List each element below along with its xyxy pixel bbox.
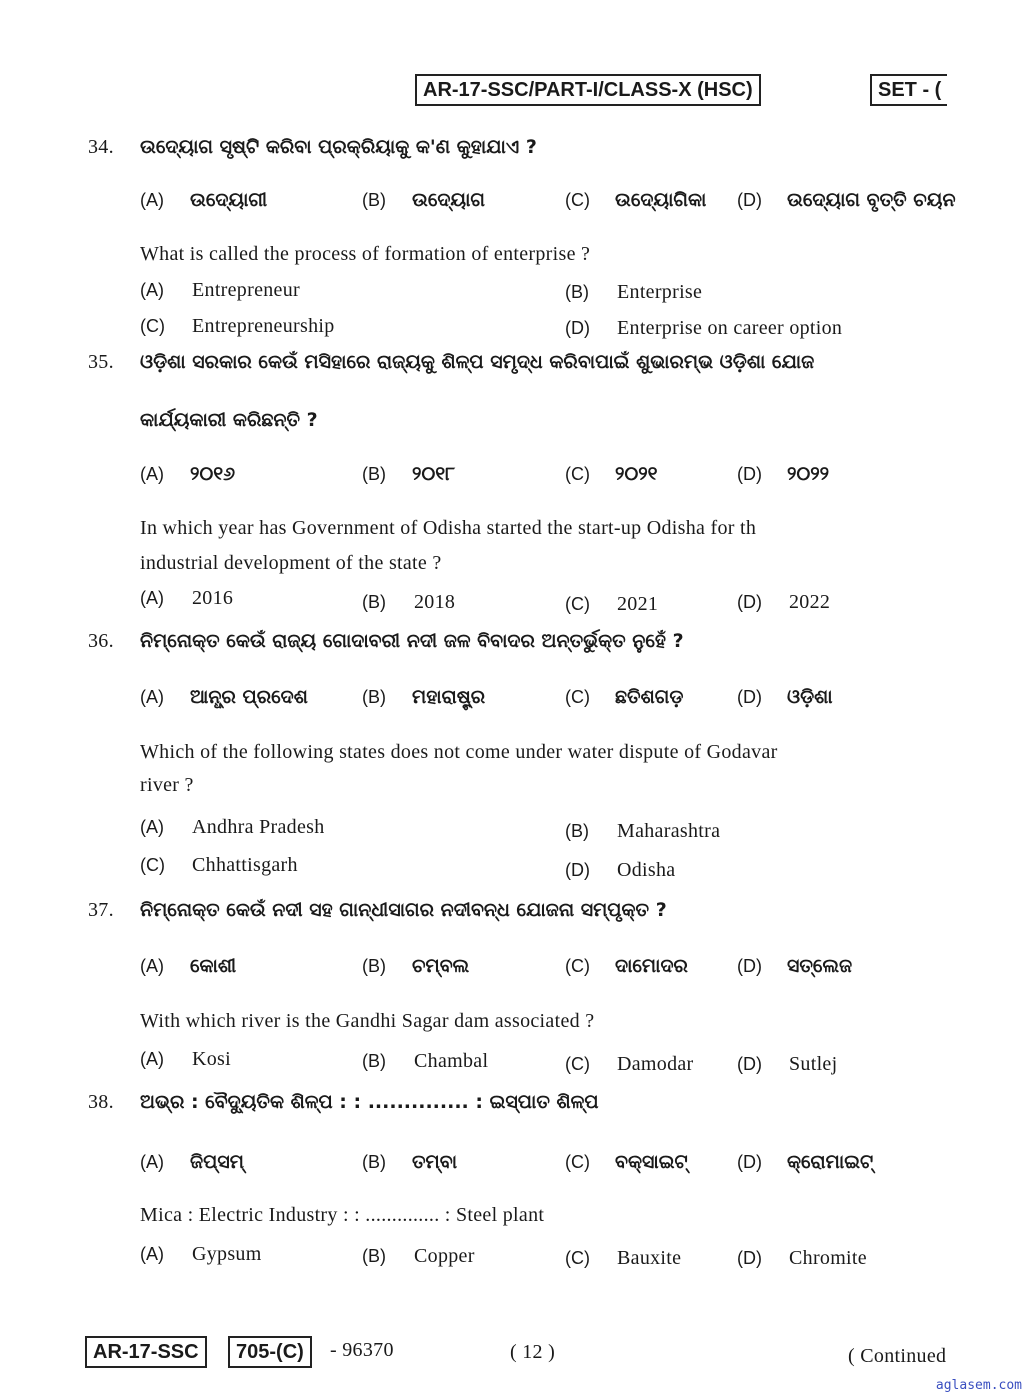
option-label: (A)	[140, 280, 164, 300]
option-label: (A)	[140, 687, 164, 707]
question-text-english: With which river is the Gandhi Sagar dam associated ?	[140, 1010, 595, 1032]
option-label: (B)	[362, 592, 386, 612]
question-text-english: In which year has Government of Odisha started the start-up Odisha for th	[140, 517, 757, 539]
footer-code: AR-17-SSC	[85, 1336, 207, 1368]
question-text-english: Which of the following states does not come under water dispute of Godavar	[140, 741, 778, 763]
option-label: (C)	[140, 855, 165, 875]
option-odia: ଉଦ୍ୟୋଗ	[412, 189, 486, 211]
option-label: (C)	[565, 190, 590, 210]
option-label: (A)	[140, 190, 164, 210]
option-label: (B)	[565, 282, 589, 302]
paper-code: AR-17-SSC/PART-I/CLASS-X (HSC)	[415, 74, 761, 106]
option-english: Odisha	[617, 859, 676, 881]
option-label: (D)	[737, 190, 762, 210]
option-label: (B)	[362, 956, 386, 976]
option-english: 2018	[414, 591, 456, 613]
option-label: (D)	[737, 592, 762, 612]
option-odia: ଉଦ୍ୟୋଗୀ	[190, 189, 268, 211]
option-label: (A)	[140, 1244, 164, 1264]
option-label: (D)	[737, 464, 762, 484]
set-label: SET - (	[870, 74, 947, 106]
option-label: (D)	[565, 860, 590, 880]
question-number: 38.	[88, 1091, 114, 1113]
option-english: Kosi	[192, 1048, 231, 1070]
option-label: (C)	[565, 1152, 590, 1172]
option-label: (C)	[565, 956, 590, 976]
option-odia: ଉଦ୍ୟୋଗ ବୃତ୍ତି ଚୟନ	[787, 189, 956, 211]
option-odia: କୋଶୀ	[190, 955, 237, 977]
site-watermark: aglasem.com	[935, 1378, 1022, 1393]
option-label: (A)	[140, 817, 164, 837]
option-label: (C)	[140, 316, 165, 336]
question-number: 34.	[88, 136, 114, 158]
question-text-english: What is called the process of formation of enterprise ?	[140, 243, 591, 265]
option-label: (C)	[565, 1054, 590, 1074]
option-odia: କ୍ରୋମାଇଟ୍	[787, 1151, 874, 1173]
option-odia: ୨୦୧୮	[412, 463, 456, 485]
option-english: Chhattisgarh	[192, 854, 298, 876]
question-text-odia: ଉଦ୍ୟୋଗ ସୃଷ୍ଟି କରିବା ପ୍ରକ୍ରିୟାକୁ କ'ଣ କୁହାଯାଏ ?	[140, 136, 537, 158]
option-english: 2022	[789, 591, 831, 613]
option-odia: ୨୦୨୨	[787, 463, 830, 485]
option-english: Gypsum	[192, 1243, 262, 1265]
option-label: (C)	[565, 1248, 590, 1268]
option-english: Enterprise	[617, 281, 703, 303]
question-text-english-line2: river ?	[140, 774, 194, 796]
option-english: Andhra Pradesh	[192, 816, 325, 838]
option-english: Maharashtra	[617, 820, 721, 842]
option-english: Entrepreneur	[192, 279, 300, 301]
footer-serial: - 96370	[330, 1339, 394, 1361]
option-label: (D)	[737, 1054, 762, 1074]
option-label: (B)	[362, 1152, 386, 1172]
option-odia: ଦାମୋଦର	[615, 955, 688, 977]
option-label: (B)	[362, 687, 386, 707]
option-english: Entrepreneurship	[192, 315, 335, 337]
option-odia: ଆନ୍ଧ୍ର ପ୍ରଦେଶ	[190, 686, 308, 708]
question-number: 36.	[88, 630, 114, 652]
option-odia: ଉଦ୍ୟୋଗିକା	[615, 189, 707, 211]
option-label: (B)	[362, 1246, 386, 1266]
question-text-odia: ଓଡ଼ିଶା ସରକାର କେଉଁ ମସିହାରେ ରାଜ୍ୟକୁ ଶିଳ୍ପ ସମୃଦ୍ଧ କରିବାପାଇଁ ଶୁଭାରମ୍ଭ ଓଡ଼ିଶା ଯୋଜ	[140, 351, 815, 373]
question-text-odia: ଅଭ୍ର : ବୈଦ୍ୟୁତିକ ଶିଳ୍ପ : : .............. : ଇସ୍ପାତ ଶିଳ୍ପ	[140, 1091, 599, 1113]
option-label: (D)	[737, 1152, 762, 1172]
page-number: ( 12 )	[510, 1341, 556, 1363]
option-label: (D)	[737, 1248, 762, 1268]
option-label: (C)	[565, 687, 590, 707]
option-label: (D)	[737, 687, 762, 707]
option-label: (A)	[140, 588, 164, 608]
option-english: Damodar	[617, 1053, 694, 1075]
option-odia: ୨୦୧୬	[190, 463, 236, 485]
question-number: 35.	[88, 351, 114, 373]
option-odia: ୨୦୨୧	[615, 463, 658, 485]
option-odia: ମହାରାଷ୍ଟ୍ର	[412, 686, 486, 708]
question-text-odia: ନିମ୍ନୋକ୍ତ କେଉଁ ନଦୀ ସହ ଗାନ୍ଧୀସାଗର ନଦୀବନ୍ଧ ଯୋଜନା ସମ୍ପୃକ୍ତ ?	[140, 899, 667, 921]
question-text-english: Mica : Electric Industry : : .............. : Steel plant	[140, 1204, 545, 1226]
option-label: (A)	[140, 1152, 164, 1172]
option-english: 2016	[192, 587, 234, 609]
option-odia: ଚମ୍ବଲ	[412, 955, 470, 977]
option-label: (C)	[565, 464, 590, 484]
option-label: (A)	[140, 464, 164, 484]
option-odia: ବକ୍ସାଇଟ୍	[615, 1151, 688, 1173]
option-odia: ଓଡ଼ିଶା	[787, 686, 833, 708]
option-english: 2021	[617, 593, 659, 615]
option-label: (C)	[565, 594, 590, 614]
continued-label: ( Continued	[848, 1345, 947, 1367]
question-text-odia: ନିମ୍ନୋକ୍ତ କେଉଁ ରାଜ୍ୟ ଗୋଦାବରୀ ନଦୀ ଜଳ ବିବାଦର ଅନ୍ତର୍ଭୁକ୍ତ ନୁହେଁ ?	[140, 630, 684, 652]
option-label: (B)	[362, 190, 386, 210]
question-text-english-line2: industrial development of the state ?	[140, 552, 442, 574]
option-odia: ତମ୍ବା	[412, 1151, 458, 1173]
option-english: Copper	[414, 1245, 475, 1267]
option-label: (D)	[565, 318, 590, 338]
option-label: (B)	[362, 1051, 386, 1071]
option-odia: ସତ୍‌ଲେଜ	[787, 955, 853, 977]
option-label: (D)	[737, 956, 762, 976]
option-english: Enterprise on career option	[617, 317, 843, 339]
footer-booklet: 705-(C)	[228, 1336, 312, 1368]
option-odia: ଜିପ୍‌ସମ୍	[190, 1151, 244, 1173]
option-odia: ଛତିଶଗଡ଼	[615, 686, 684, 708]
option-label: (A)	[140, 1049, 164, 1069]
option-label: (B)	[565, 821, 589, 841]
question-text-odia-line2: କାର୍ଯ୍ୟକାରୀ କରିଛନ୍ତି ?	[140, 409, 318, 431]
option-label: (A)	[140, 956, 164, 976]
option-english: Chambal	[414, 1050, 489, 1072]
option-english: Sutlej	[789, 1053, 838, 1075]
option-label: (B)	[362, 464, 386, 484]
option-english: Bauxite	[617, 1247, 682, 1269]
question-number: 37.	[88, 899, 114, 921]
option-english: Chromite	[789, 1247, 867, 1269]
